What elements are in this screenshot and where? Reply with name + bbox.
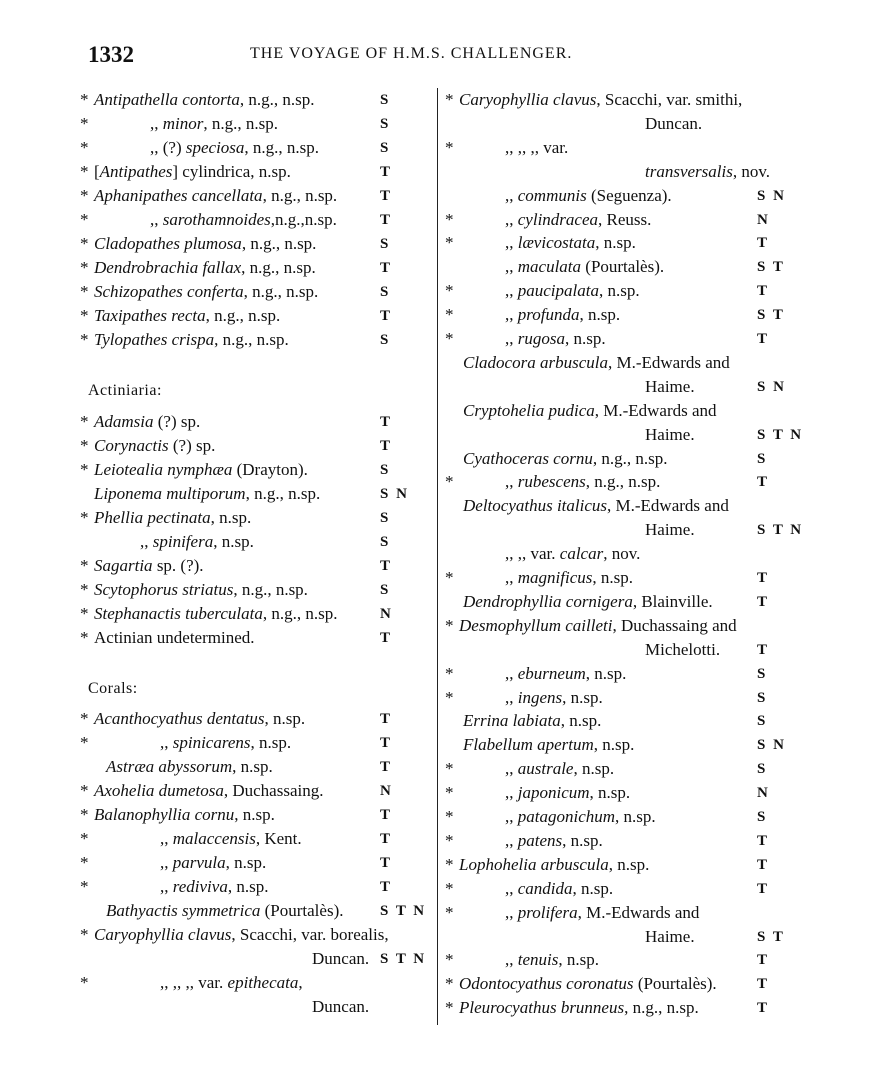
- list-item: [445, 877, 800, 901]
- asterisk-marker: *: [445, 974, 454, 994]
- station-codes: T: [380, 308, 393, 324]
- species-name: Lophohelia arbuscula, n.sp.: [459, 854, 650, 874]
- asterisk-marker: *: [80, 973, 89, 992]
- station-codes: S: [380, 92, 391, 108]
- station-codes: S T N: [380, 951, 427, 967]
- species-name: Schizopathes conferta, n.g., n.sp.: [94, 282, 319, 301]
- station-codes: S: [757, 689, 768, 706]
- station-codes: N: [757, 211, 770, 228]
- list-item: [445, 829, 800, 853]
- list-item: [445, 901, 800, 925]
- station-codes: S: [380, 284, 391, 300]
- asterisk-marker: *: [80, 925, 89, 944]
- station-codes: T: [757, 593, 770, 610]
- species-name: Caryophyllia clavus, Scacchi, var. smithi,: [459, 90, 743, 109]
- species-name: Duncan.: [645, 113, 703, 133]
- asterisk-marker: *: [80, 829, 89, 848]
- species-name: transversalis, nov.: [645, 161, 770, 181]
- species-name: Cryptohelia pudica, M.-Edwards and: [463, 400, 717, 420]
- list-item: [445, 542, 800, 566]
- species-name: ,, tenuis, n.sp.: [505, 950, 599, 970]
- species-name: Pleurocyathus brunneus, n.g., n.sp.: [459, 998, 699, 1018]
- asterisk-marker: *: [445, 209, 454, 229]
- list-item: [445, 638, 800, 662]
- list-item: [445, 447, 800, 471]
- station-codes: T: [380, 438, 393, 454]
- species-name: Haime.: [645, 376, 695, 396]
- asterisk-marker: *: [80, 138, 89, 157]
- list-item: [80, 458, 435, 482]
- list-item: [80, 923, 435, 947]
- station-codes: T: [757, 1000, 770, 1017]
- asterisk-marker: *: [445, 663, 454, 683]
- asterisk-marker: *: [80, 508, 89, 527]
- species-name: ,, rugosa, n.sp.: [505, 329, 606, 348]
- asterisk-marker: *: [80, 805, 89, 824]
- asterisk-marker: *: [445, 878, 454, 898]
- species-name: Phellia pectinata, n.sp.: [94, 508, 252, 527]
- station-codes: S: [380, 236, 391, 252]
- species-name: Michelotti.: [645, 639, 721, 659]
- list-item: [445, 733, 800, 757]
- list-item: [80, 803, 435, 827]
- station-codes: S T: [757, 928, 785, 945]
- species-name: Flabellum apertum, n.sp.: [463, 735, 635, 755]
- asterisk-marker: *: [80, 162, 89, 181]
- species-name: ,, parvula, n.sp.: [160, 853, 267, 872]
- list-item: [80, 530, 435, 554]
- list-item: [445, 470, 800, 494]
- list-item: [80, 280, 435, 304]
- species-name: ,, candida, n.sp.: [505, 878, 614, 898]
- station-codes: T: [380, 188, 393, 204]
- station-codes: T: [380, 260, 393, 276]
- station-codes: S T N: [380, 903, 427, 919]
- asterisk-marker: *: [80, 580, 89, 599]
- list-item: [80, 779, 435, 803]
- species-name: ,, prolifera, M.-Edwards and: [505, 902, 700, 922]
- list-item: [80, 851, 435, 875]
- list-item: [445, 112, 800, 136]
- station-codes: T: [757, 235, 770, 252]
- asterisk-marker: *: [445, 472, 454, 492]
- station-codes: T: [380, 164, 393, 180]
- station-codes: T: [380, 735, 393, 751]
- species-name: ,, malaccensis, Kent.: [160, 829, 302, 848]
- station-codes: S T N: [757, 522, 804, 539]
- asterisk-marker: *: [445, 615, 454, 635]
- list-item: [445, 255, 800, 279]
- station-codes: T: [380, 711, 393, 727]
- station-codes: S: [380, 332, 391, 348]
- species-name: Haime.: [645, 424, 695, 444]
- list-item: [445, 518, 804, 542]
- species-name: ,, (?) speciosa, n.g., n.sp.: [150, 138, 320, 157]
- page-header: [88, 42, 788, 72]
- asterisk-marker: *: [80, 781, 89, 800]
- list-item: [445, 925, 800, 949]
- section-heading-actiniaria: Actiniaria:: [88, 382, 162, 399]
- list-item: [445, 614, 800, 638]
- station-codes: S: [380, 462, 391, 478]
- species-name: ,, profunda, n.sp.: [505, 305, 621, 325]
- station-codes: S: [757, 761, 768, 778]
- station-codes: T: [757, 641, 770, 658]
- station-codes: S: [380, 140, 391, 156]
- asterisk-marker: *: [80, 330, 89, 349]
- station-codes: T: [757, 283, 770, 300]
- station-codes: T: [380, 212, 393, 228]
- species-name: Scytophorus striatus, n.g., n.sp.: [94, 580, 308, 599]
- list-item: [445, 805, 800, 829]
- station-codes: T: [380, 558, 393, 574]
- asterisk-marker: *: [80, 628, 89, 647]
- species-name: Balanophyllia cornu, n.sp.: [94, 805, 275, 824]
- list-item: [80, 578, 435, 602]
- station-codes: S: [757, 713, 768, 730]
- species-name: Caryophyllia clavus, Scacchi, var. borealis,: [94, 925, 389, 944]
- species-name: ,, patagonichum, n.sp.: [505, 807, 656, 826]
- species-name: Deltocyathus italicus, M.-Edwards and: [463, 496, 729, 516]
- asterisk-marker: *: [80, 306, 89, 325]
- species-name: ,, spinicarens, n.sp.: [160, 733, 292, 752]
- species-name: Haime.: [645, 520, 695, 540]
- list-item: [80, 875, 435, 899]
- asterisk-marker: *: [80, 186, 89, 205]
- list-item: [445, 662, 800, 686]
- asterisk-marker: *: [445, 759, 454, 779]
- list-item: [445, 709, 800, 733]
- station-codes: S T N: [757, 426, 804, 443]
- species-name: ,, spinifera, n.sp.: [140, 532, 254, 551]
- list-item: [80, 112, 435, 136]
- list-item: [445, 853, 800, 877]
- station-codes: S: [757, 809, 768, 825]
- station-codes: T: [380, 414, 393, 430]
- list-item: [80, 136, 435, 160]
- asterisk-marker: *: [80, 460, 89, 479]
- station-codes: T: [757, 474, 770, 491]
- list-item: [80, 947, 435, 971]
- section-heading-corals: Corals:: [88, 680, 138, 697]
- asterisk-marker: *: [80, 604, 89, 623]
- asterisk-marker: *: [445, 90, 454, 109]
- list-item: [80, 554, 435, 578]
- species-name: [Antipathes] cylindrica, n.sp.: [94, 162, 291, 181]
- list-item: [445, 948, 800, 972]
- list-item: [80, 88, 435, 112]
- species-name: Dendrobrachia fallax, n.g., n.sp.: [94, 258, 316, 277]
- list-item: [80, 971, 435, 995]
- species-name: Haime.: [645, 926, 695, 946]
- list-item: [80, 232, 435, 256]
- asterisk-marker: *: [445, 233, 454, 253]
- species-name: ,, rubescens, n.g., n.sp.: [505, 472, 661, 492]
- list-item: [445, 184, 800, 208]
- list-item: [80, 506, 435, 530]
- species-name: Duncan.: [312, 997, 370, 1016]
- column-divider: [437, 88, 438, 1025]
- species-name: ,, communis (Seguenza).: [505, 185, 672, 205]
- species-name: Stephanactis tuberculata, n.g., n.sp.: [94, 604, 338, 623]
- list-item: [80, 410, 435, 434]
- asterisk-marker: *: [80, 877, 89, 896]
- asterisk-marker: *: [445, 329, 454, 348]
- station-codes: T: [757, 832, 770, 849]
- list-item: [445, 590, 800, 614]
- species-name: ,, eburneum, n.sp.: [505, 663, 627, 683]
- station-codes: N: [380, 783, 393, 799]
- list-item: [445, 375, 800, 399]
- page-number: 1332: [88, 42, 134, 67]
- asterisk-marker: *: [445, 281, 454, 301]
- species-name: ,, paucipalata, n.sp.: [505, 281, 640, 301]
- station-codes: S: [757, 665, 768, 682]
- species-name: Adamsia (?) sp.: [94, 412, 201, 431]
- species-name: ,, ,, var. calcar, nov.: [505, 544, 641, 564]
- asterisk-marker: *: [445, 830, 454, 850]
- species-name: Odontocyathus coronatus (Pourtalès).: [459, 974, 717, 994]
- species-name: Sagartia sp. (?).: [94, 556, 204, 575]
- species-name: Antipathella contorta, n.g., n.sp.: [94, 90, 315, 109]
- asterisk-marker: *: [80, 258, 89, 277]
- asterisk-marker: *: [80, 90, 89, 109]
- list-item: [445, 327, 800, 351]
- station-codes: T: [757, 976, 770, 993]
- species-name: Duncan.: [312, 949, 370, 968]
- species-name: Astræa abyssorum, n.sp.: [106, 757, 273, 776]
- station-codes: S N: [757, 378, 786, 395]
- list-item: [445, 208, 800, 232]
- station-codes: N: [757, 785, 770, 802]
- asterisk-marker: *: [80, 853, 89, 872]
- species-name: ,, patens, n.sp.: [505, 830, 603, 850]
- list-item: [445, 996, 800, 1020]
- species-name: ,, ,, ,, var. epithecata,: [160, 973, 303, 992]
- asterisk-marker: *: [80, 210, 89, 229]
- asterisk-marker: *: [80, 733, 89, 752]
- list-item: [445, 88, 800, 112]
- species-name: Cladopathes plumosa, n.g., n.sp.: [94, 234, 317, 253]
- list-item: [445, 781, 800, 805]
- species-name: Errina labiata, n.sp.: [463, 711, 602, 731]
- station-codes: S: [380, 510, 391, 526]
- species-name: ,, magnificus, n.sp.: [505, 568, 633, 587]
- station-codes: T: [757, 856, 770, 873]
- station-codes: S T: [757, 307, 785, 324]
- station-codes: T: [380, 855, 393, 871]
- species-name: Leiotealia nymphæa (Drayton).: [94, 460, 308, 479]
- station-codes: S: [380, 534, 391, 550]
- list-item: [80, 328, 435, 352]
- species-name: ,, ,, ,, var.: [505, 137, 569, 157]
- list-item: [80, 995, 435, 1019]
- species-name: ,, maculata (Pourtalès).: [505, 257, 665, 277]
- list-item: [80, 482, 435, 506]
- station-codes: T: [380, 831, 393, 847]
- list-item: [80, 899, 435, 923]
- species-name: Taxipathes recta, n.g., n.sp.: [94, 306, 281, 325]
- asterisk-marker: *: [80, 114, 89, 133]
- station-codes: T: [757, 331, 770, 347]
- list-item: [445, 757, 800, 781]
- asterisk-marker: *: [445, 998, 454, 1018]
- species-name: Axohelia dumetosa, Duchassaing.: [94, 781, 324, 800]
- station-codes: S: [757, 450, 768, 467]
- list-item: [80, 755, 435, 779]
- species-name: Corynactis (?) sp.: [94, 436, 216, 455]
- list-item: [445, 494, 800, 518]
- list-item: [445, 686, 800, 710]
- asterisk-marker: *: [80, 709, 89, 728]
- list-item: [80, 256, 435, 280]
- list-item: [445, 423, 804, 447]
- asterisk-marker: *: [80, 282, 89, 301]
- species-name: Dendrophyllia cornigera, Blainville.: [463, 591, 713, 611]
- list-item: [445, 351, 800, 375]
- station-codes: S N: [380, 486, 409, 502]
- asterisk-marker: *: [80, 234, 89, 253]
- station-codes: N: [380, 606, 393, 622]
- asterisk-marker: *: [80, 556, 89, 575]
- list-item: [445, 279, 800, 303]
- asterisk-marker: *: [445, 807, 454, 826]
- list-item: [445, 303, 800, 327]
- station-codes: S N: [757, 737, 786, 754]
- station-codes: S T: [757, 259, 785, 276]
- list-item: [80, 626, 435, 650]
- species-name: ,, australe, n.sp.: [505, 759, 615, 779]
- asterisk-marker: *: [445, 902, 454, 922]
- species-name: ,, cylindracea, Reuss.: [505, 209, 652, 229]
- species-name: ,, rediviva, n.sp.: [160, 877, 269, 896]
- list-item: [445, 160, 800, 184]
- asterisk-marker: *: [445, 305, 454, 325]
- species-name: ,, sarothamnoides,n.g.,n.sp.: [150, 210, 337, 229]
- species-name: Acanthocyathus dentatus, n.sp.: [94, 709, 306, 728]
- species-name: Tylopathes crispa, n.g., n.sp.: [94, 330, 289, 349]
- list-item: [80, 304, 435, 328]
- species-name: Actinian undetermined.: [94, 628, 255, 647]
- species-name: Aphanipathes cancellata, n.g., n.sp.: [94, 186, 338, 205]
- asterisk-marker: *: [445, 687, 454, 707]
- station-codes: S: [380, 582, 391, 598]
- list-item: [445, 399, 800, 423]
- station-codes: T: [757, 880, 770, 897]
- species-name: ,, ingens, n.sp.: [505, 687, 603, 707]
- list-item: [80, 731, 435, 755]
- asterisk-marker: *: [445, 950, 454, 970]
- station-codes: T: [757, 952, 770, 969]
- asterisk-marker: *: [445, 568, 454, 587]
- list-item: [445, 972, 800, 996]
- list-item: [445, 566, 800, 590]
- list-item: [80, 184, 435, 208]
- list-item: [80, 434, 435, 458]
- list-item: [80, 827, 435, 851]
- species-name: Liponema multiporum, n.g., n.sp.: [94, 484, 321, 503]
- species-name: ,, lævicostata, n.sp.: [505, 233, 636, 253]
- station-codes: T: [380, 807, 393, 823]
- list-item: [80, 707, 435, 731]
- species-name: ,, minor, n.g., n.sp.: [150, 114, 278, 133]
- species-name: Bathyactis symmetrica (Pourtalès).: [106, 901, 344, 920]
- species-name: Cladocora arbuscula, M.-Edwards and: [463, 352, 730, 372]
- list-item: [445, 136, 800, 160]
- list-item: [80, 160, 435, 184]
- list-item: [445, 231, 800, 255]
- asterisk-marker: *: [80, 436, 89, 455]
- asterisk-marker: *: [445, 783, 454, 803]
- running-title: THE VOYAGE OF H.M.S. CHALLENGER.: [250, 45, 573, 62]
- station-codes: T: [380, 879, 393, 895]
- asterisk-marker: *: [445, 854, 454, 874]
- species-name: Cyathoceras cornu, n.g., n.sp.: [463, 448, 668, 468]
- list-item: [80, 208, 435, 232]
- station-codes: S N: [757, 187, 786, 204]
- station-codes: S: [380, 116, 391, 132]
- station-codes: T: [380, 759, 393, 775]
- species-name: Desmophyllum cailleti, Duchassaing and: [459, 615, 737, 635]
- station-codes: T: [380, 630, 393, 646]
- species-name: ,, japonicum, n.sp.: [505, 783, 631, 803]
- asterisk-marker: *: [80, 412, 89, 431]
- list-item: [80, 602, 435, 626]
- station-codes: T: [757, 570, 770, 586]
- asterisk-marker: *: [445, 137, 454, 157]
